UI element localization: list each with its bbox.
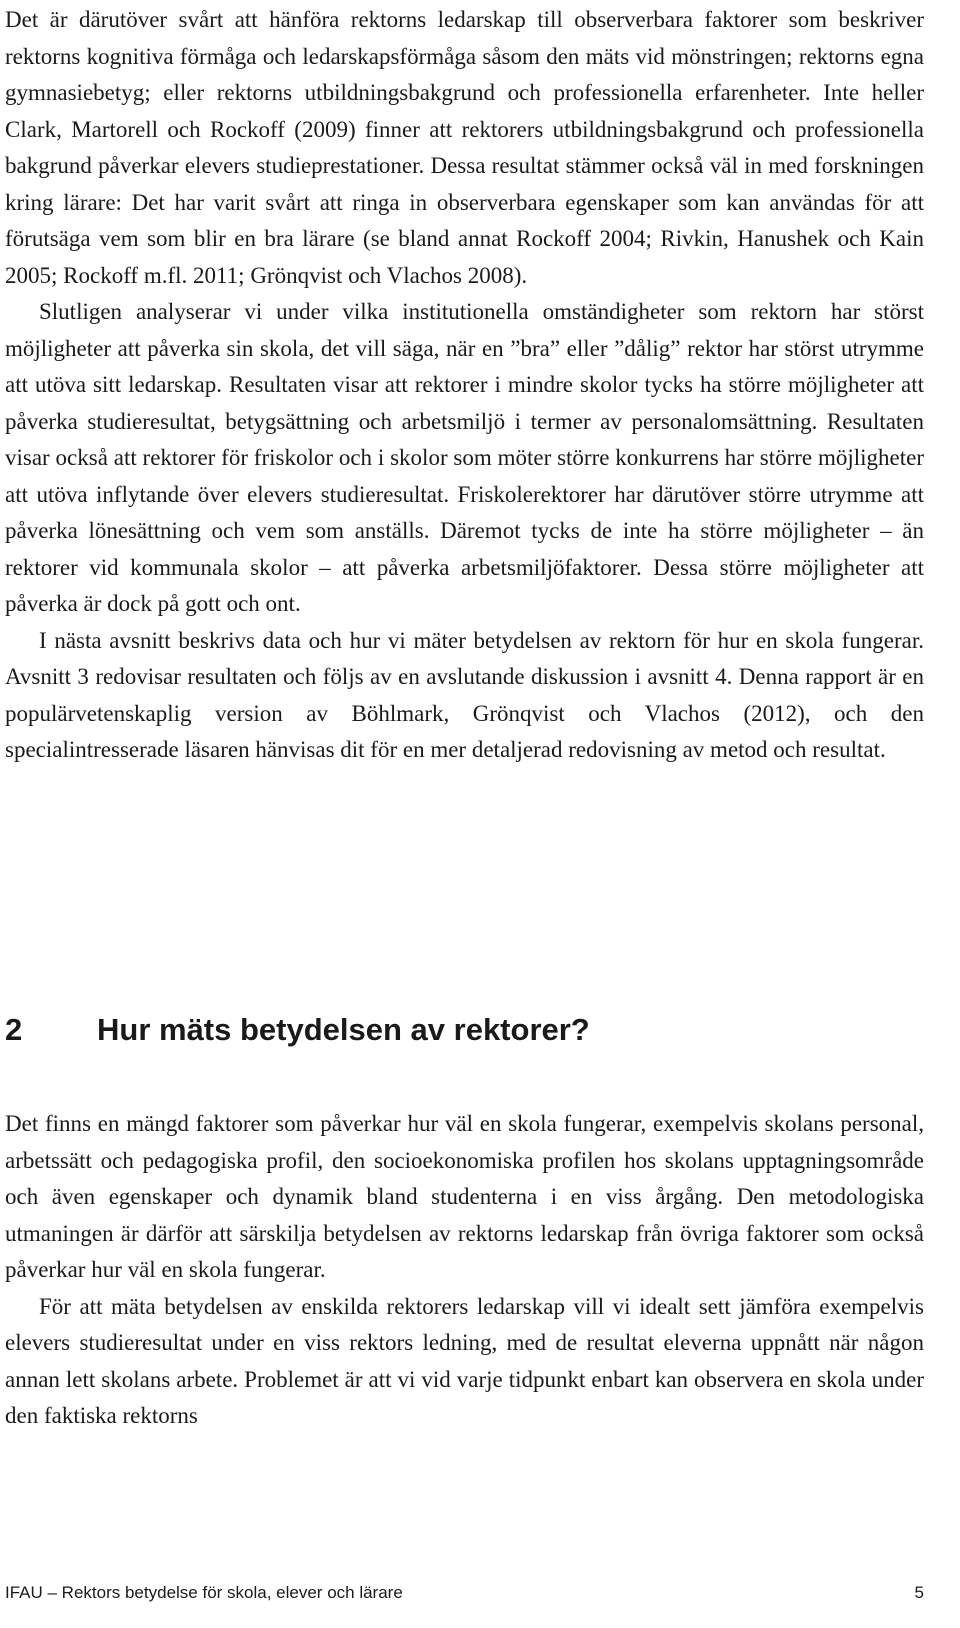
paragraph-observable-factors: Det är därutöver svårt att hänföra rektorns ledarskap till observerbara faktorer som beskriver rektorns kognitiva förmåga och ledarskapsförmåga såsom den mäts vid mönstringen; rektorns egna gymnasiebetyg; eller rektorns utbildningsbakgrund och professionella erfarenheter. Inte heller Clark, Martorell och Rockoff (2009) finner att rektorers utbildningsbakgrund och professionella bakgrund påverkar elevers studieprestationer. Dessa resultat stämmer också väl in med forskningen kring lärare: Det har varit svårt att ringa in observerbara egenskaper som kan användas för att förutsäga vem som blir en bra lärare (se bland annat Rockoff 2004; Rivkin, Hanushek och Kain 2005; Rockoff m.fl. 2011; Grönqvist och Vlachos 2008). [5,7,924,288]
section-text-block [5,1106,924,1435]
section-heading [5,1010,924,1050]
paragraph-report-outline: I nästa avsnitt beskrivs data och hur vi mäter betydelsen av rektorn för hur en skola fungerar. Avsnitt 3 redovisar resultaten och följs av en avslutande diskussion i avsnitt 4. Denna rapport är en populärvetenskaplig version av Böhlmark, Grönqvist och Vlachos (2012), och den specialintresserade läsaren hänvisas dit för en mer detaljerad redovisning av metod och resultat. [5,627,924,762]
paragraph-institutional-conditions: Slutligen analyserar vi under vilka institutionella omständigheter som rektorn har störst möjligheter att påverka sin skola, det vill säga, när en ”bra” eller ”dålig” rektor har störst utrymme att utöva sitt ledarskap. Resultaten visar att rektorer i mindre skolor tycks ha större möjligheter att påverka studieresultat, betygsättning och arbetsmiljö i termer av personalomsättning. Resultaten visar också att rektorer för friskolor och i skolor som möter större konkurrens har större möjligheter att utöva inflytande över elevers studieresultat. Friskolerektorer har därutöver större utrymme att påverka lönesättning och vem som anställs. Däremot tycks de inte ha större möjligheter – än rektorer vid kommunala skolor – att påverka arbetsmiljöfaktorer. Dessa större möjligheter att påverka är dock på gott och ont. [5,299,924,616]
section-title: Hur mäts betydelsen av rektorer? [97,1012,590,1047]
running-footer: IFAU – Rektors betydelse för skola, elever och lärare [5,1583,403,1602]
section-number: 2 [5,1012,23,1047]
intro-text-block [5,2,924,769]
page-number: 5 [914,1583,924,1602]
paragraph-school-factors: Det finns en mängd faktorer som påverkar hur väl en skola fungerar, exempelvis skolans personal, arbetssätt och pedagogiska profil, den socioekonomiska profilen hos skolans upptagningsområde och även egenskaper och dynamik bland studenterna i en viss årgång. Den metodologiska utmaningen är därför att särskilja betydelsen av rektorns ledarskap från övriga faktorer som också påverkar hur väl en skola fungerar. [5,1111,924,1282]
paragraph-measuring-leadership: För att mäta betydelsen av enskilda rektorers ledarskap vill vi idealt sett jämföra exempelvis elevers studieresultat under en viss rektors ledning, med de resultat eleverna uppnått när någon annan lett skolans arbete. Problemet är att vi vid varje tidpunkt enbart kan observera en skola under den faktiska rektorns [5,1293,924,1428]
